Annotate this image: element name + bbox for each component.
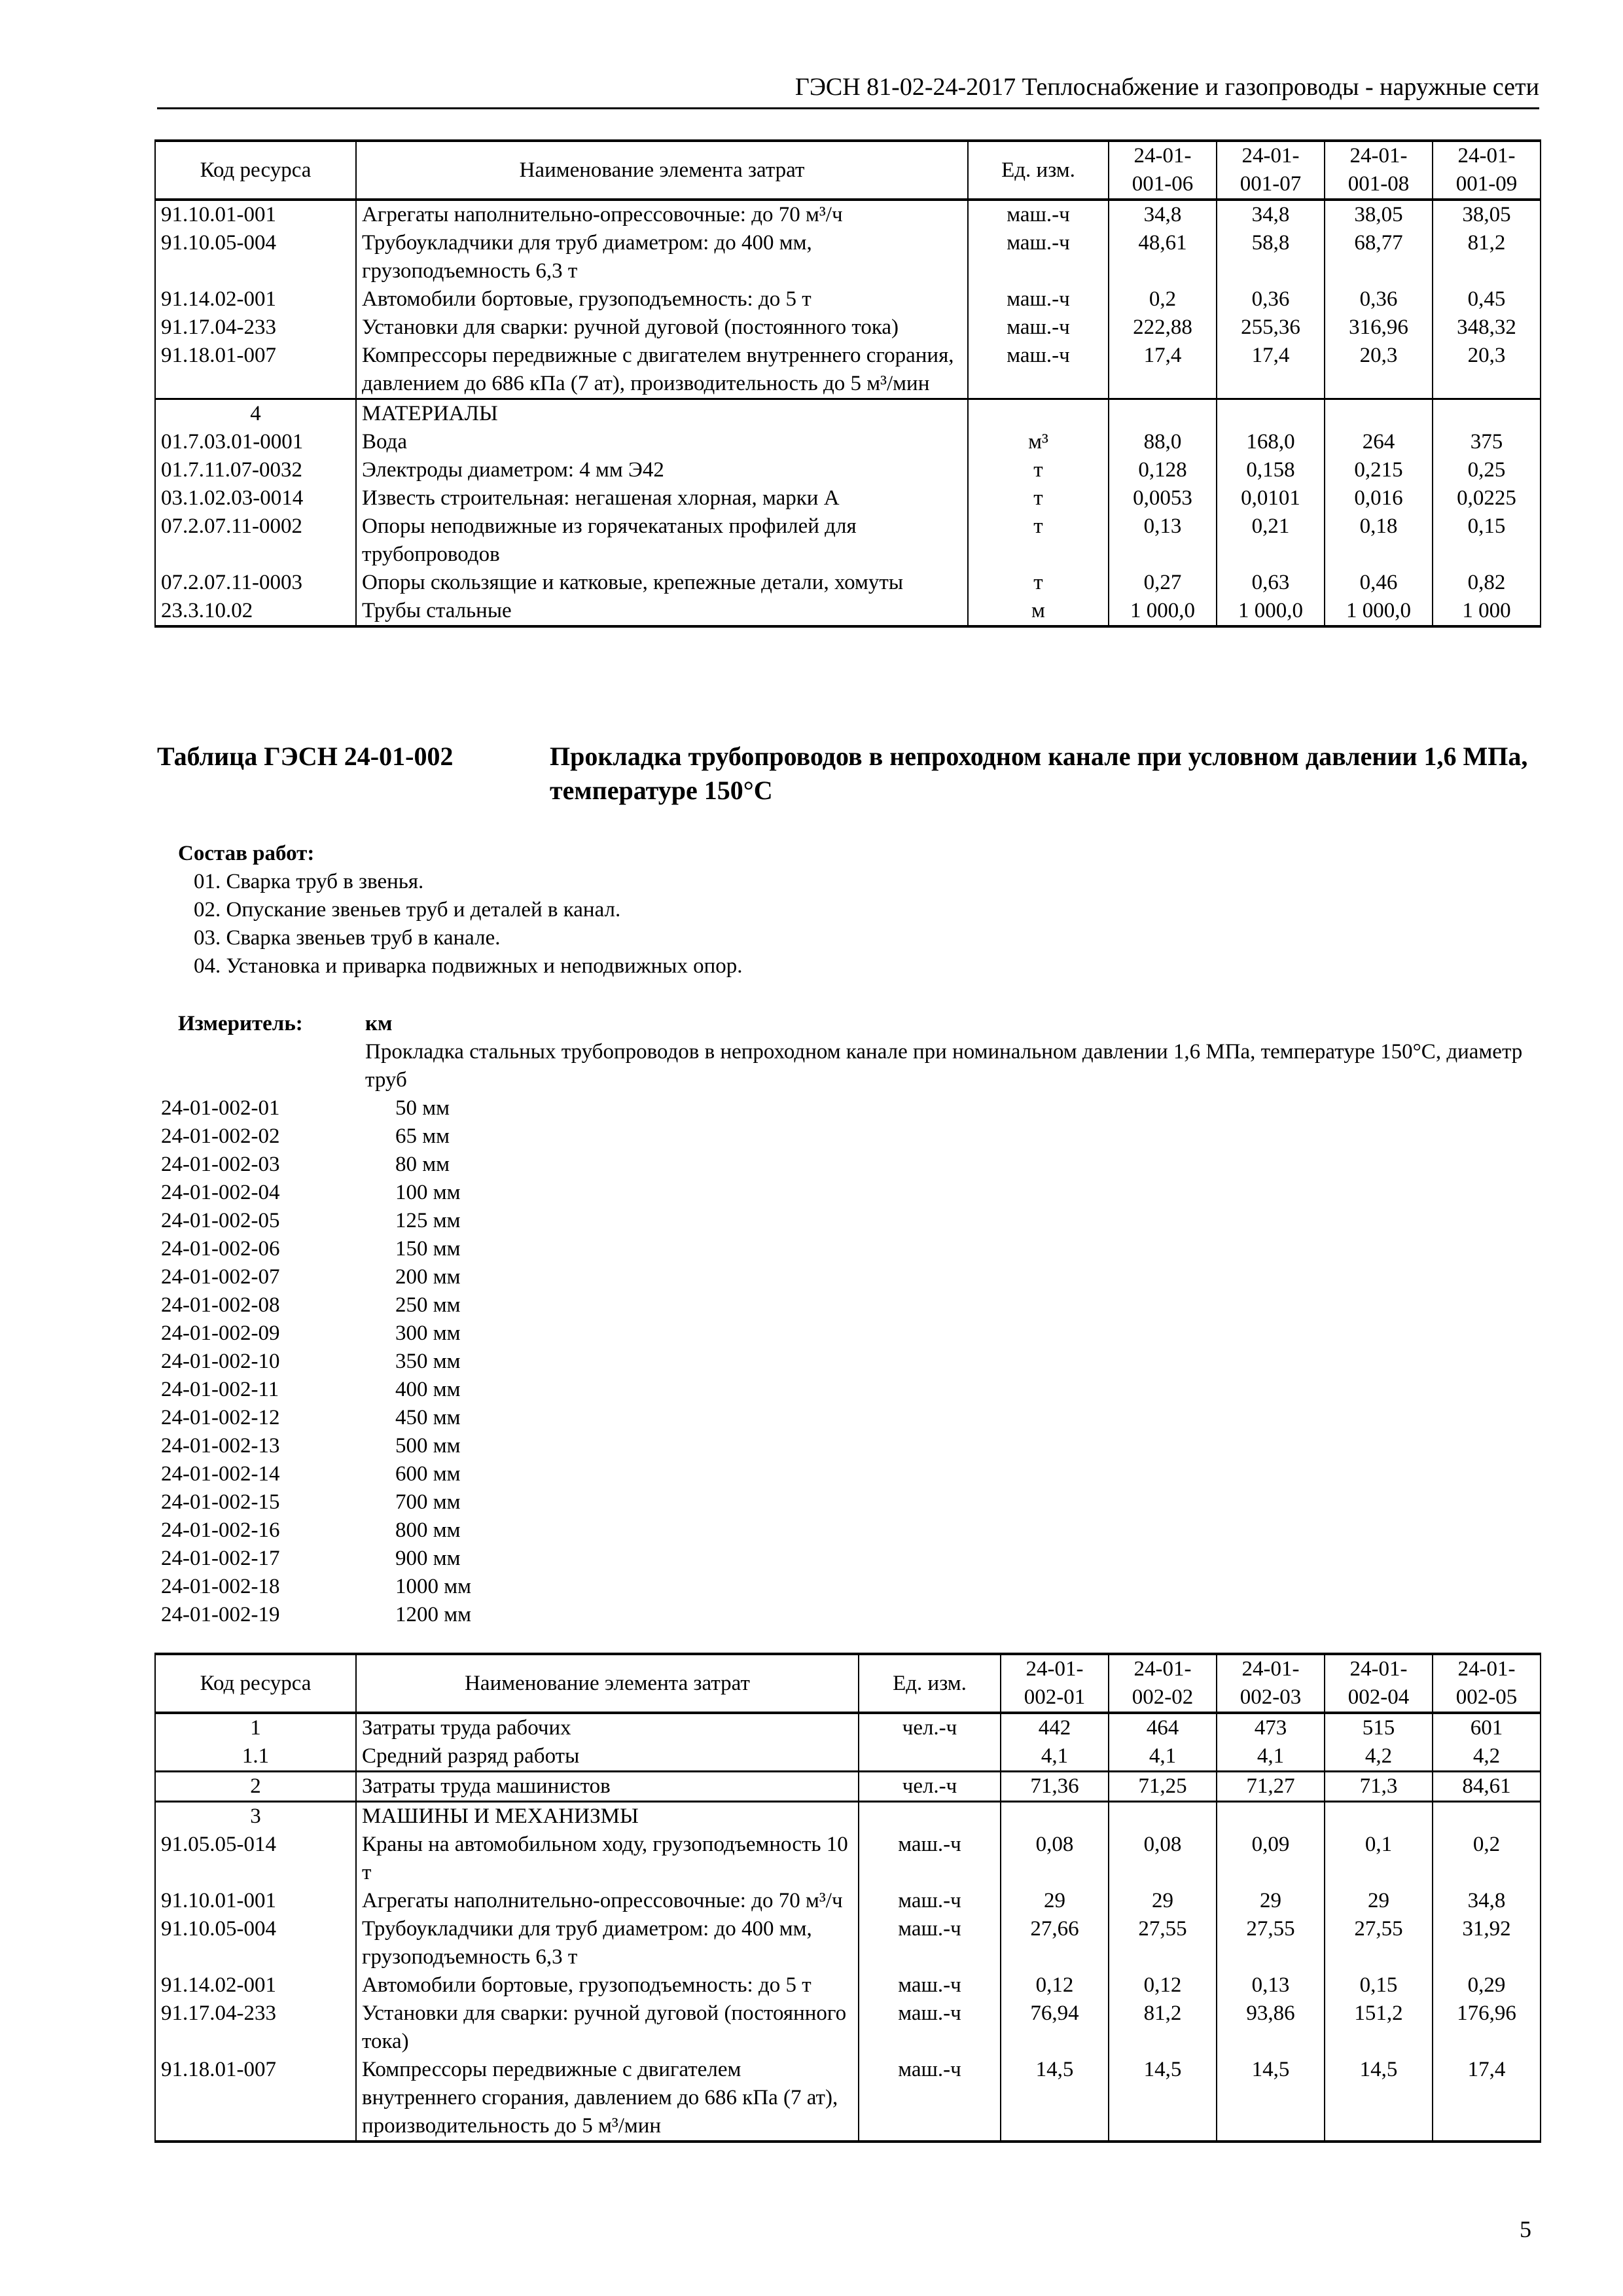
pipe-diameter: 800 мм xyxy=(395,1518,461,1542)
resource-name: Установки для сварки: ручной дуговой (постоянного тока) xyxy=(356,2000,859,2056)
meter-block xyxy=(157,1010,1541,1094)
header-name: Наименование элемента затрат xyxy=(356,141,968,200)
norm-code: 24-01-002-14 xyxy=(161,1462,280,1486)
table-row xyxy=(155,200,1541,229)
header-col: 24-01-002-02 xyxy=(1109,1654,1217,1713)
resource-value: 48,61 xyxy=(1109,229,1217,285)
diameter-row xyxy=(161,1404,471,1432)
resource-value: 255,36 xyxy=(1217,314,1325,342)
resource-unit: маш.-ч xyxy=(859,1971,1001,2000)
resource-value: 84,61 xyxy=(1433,1772,1541,1802)
pipe-diameter: 1200 мм xyxy=(395,1603,472,1626)
table-row xyxy=(155,229,1541,285)
resource-value: 464 xyxy=(1109,1713,1217,1742)
resource-value: 0,21 xyxy=(1217,512,1325,569)
resource-value: 58,8 xyxy=(1217,229,1325,285)
resource-name: Агрегаты наполнительно-опрессовочные: до 70 м³/ч xyxy=(356,200,968,229)
header-col: 24-01-002-04 xyxy=(1325,1654,1433,1713)
resource-name: Краны на автомобильном ходу, грузоподъемность 10 т xyxy=(356,1831,859,1887)
resource-unit: чел.-ч xyxy=(859,1713,1001,1742)
table-row xyxy=(155,484,1541,512)
resource-value: 0,82 xyxy=(1433,569,1541,597)
resource-name: Средний разряд работы xyxy=(356,1742,859,1772)
norm-code: 24-01-002-08 xyxy=(161,1293,280,1317)
resource-code: 1.1 xyxy=(155,1742,356,1772)
resource-value: 14,5 xyxy=(1109,2056,1217,2142)
table-section-row xyxy=(155,399,1541,429)
resource-value: 1 000 xyxy=(1433,597,1541,626)
meter-label: Измеритель: xyxy=(178,1012,303,1035)
pipe-diameter: 150 мм xyxy=(395,1237,461,1261)
table-row xyxy=(155,569,1541,597)
norm-code: 24-01-002-02 xyxy=(161,1124,280,1148)
resource-value: 27,55 xyxy=(1109,1915,1217,1971)
table-section-row xyxy=(155,1772,1541,1802)
works-composition xyxy=(178,840,743,980)
work-item: 03. Сварка звеньев труб в канале. xyxy=(194,926,501,950)
resource-value: 151,2 xyxy=(1325,2000,1433,2056)
table-row xyxy=(155,1742,1541,1772)
resource-value: 4,2 xyxy=(1325,1742,1433,1772)
diameter-list xyxy=(161,1094,471,1629)
diameter-row xyxy=(161,1207,471,1235)
resource-value: 0,13 xyxy=(1217,1971,1325,2000)
resource-code: 91.17.04-233 xyxy=(155,2000,356,2056)
resource-value: 0,158 xyxy=(1217,456,1325,484)
header-col: 24-01-002-05 xyxy=(1433,1654,1541,1713)
resource-value: 4,2 xyxy=(1433,1742,1541,1772)
resource-code: 91.10.05-004 xyxy=(155,229,356,285)
resource-unit: маш.-ч xyxy=(968,314,1109,342)
norm-code: 24-01-002-15 xyxy=(161,1490,280,1514)
resource-value: 0,08 xyxy=(1001,1831,1109,1887)
table-header-row xyxy=(155,141,1541,200)
pipe-diameter: 700 мм xyxy=(395,1490,461,1514)
table-row xyxy=(155,1887,1541,1915)
pipe-diameter: 450 мм xyxy=(395,1406,461,1429)
resource-name: Опоры скользящие и катковые, крепежные детали, хомуты xyxy=(356,569,968,597)
diameter-row xyxy=(161,1319,471,1348)
resource-code: 91.18.01-007 xyxy=(155,342,356,399)
header-col: 24-01-002-01 xyxy=(1001,1654,1109,1713)
table-row xyxy=(155,2056,1541,2142)
resource-value: 34,8 xyxy=(1433,1887,1541,1915)
resource-value: 0,128 xyxy=(1109,456,1217,484)
resource-value: 515 xyxy=(1325,1713,1433,1742)
resource-value: 14,5 xyxy=(1001,2056,1109,2142)
header-unit: Ед. изм. xyxy=(859,1654,1001,1713)
norm-code: 24-01-002-13 xyxy=(161,1434,280,1458)
resource-value: 4,1 xyxy=(1109,1742,1217,1772)
resource-code: 2 xyxy=(155,1772,356,1802)
resource-unit: м³ xyxy=(968,428,1109,456)
header-code: Код ресурса xyxy=(155,1654,356,1713)
diameter-row xyxy=(161,1601,471,1629)
work-item: 02. Опускание звеньев труб и деталей в канал. xyxy=(194,898,621,922)
resource-value xyxy=(1001,1802,1109,1831)
header-col: 24-01-001-06 xyxy=(1109,141,1217,200)
header-unit: Ед. изм. xyxy=(968,141,1109,200)
table-number: Таблица ГЭСН 24-01-002 xyxy=(157,742,454,771)
diameter-row xyxy=(161,1179,471,1207)
diameter-row xyxy=(161,1573,471,1601)
header-col: 24-01-001-09 xyxy=(1433,141,1541,200)
resource-value: 27,66 xyxy=(1001,1915,1109,1971)
norm-code: 24-01-002-12 xyxy=(161,1406,280,1429)
resource-value: 1 000,0 xyxy=(1109,597,1217,626)
resource-value: 38,05 xyxy=(1325,200,1433,229)
diameter-row xyxy=(161,1545,471,1573)
resource-value: 168,0 xyxy=(1217,428,1325,456)
pipe-diameter: 900 мм xyxy=(395,1547,461,1570)
table-section-row xyxy=(155,1802,1541,1831)
resource-code: 91.14.02-001 xyxy=(155,1971,356,2000)
resource-name: МАШИНЫ И МЕХАНИЗМЫ xyxy=(356,1802,859,1831)
table-row xyxy=(155,2000,1541,2056)
resource-value xyxy=(1109,399,1217,429)
resource-unit: маш.-ч xyxy=(968,342,1109,399)
resource-value: 0,215 xyxy=(1325,456,1433,484)
resource-value: 0,0101 xyxy=(1217,484,1325,512)
resource-value: 29 xyxy=(1109,1887,1217,1915)
resource-name: Компрессоры передвижные с двигателем внутреннего сгорания, давлением до 686 кПа (7 ат), производительность до 5 м³/мин xyxy=(356,2056,859,2142)
resource-value xyxy=(1433,1802,1541,1831)
resource-value: 0,0225 xyxy=(1433,484,1541,512)
resource-code: 07.2.07.11-0002 xyxy=(155,512,356,569)
norm-code: 24-01-002-06 xyxy=(161,1237,280,1261)
diameter-row xyxy=(161,1376,471,1404)
table-row xyxy=(155,428,1541,456)
resource-name: Трубы стальные xyxy=(356,597,968,626)
resource-value: 88,0 xyxy=(1109,428,1217,456)
resource-value: 14,5 xyxy=(1217,2056,1325,2142)
resource-value: 68,77 xyxy=(1325,229,1433,285)
resource-value: 0,0053 xyxy=(1109,484,1217,512)
meter-unit: км xyxy=(365,1012,393,1035)
meter-description: Прокладка стальных трубопроводов в непроходном канале при номинальном давлении 1,6 МПа, температуре 150°С, диаметр труб xyxy=(365,1040,1523,1092)
resource-code: 23.3.10.02 xyxy=(155,597,356,626)
resource-code: 91.10.01-001 xyxy=(155,200,356,229)
resource-value: 34,8 xyxy=(1217,200,1325,229)
resource-value: 4,1 xyxy=(1001,1742,1109,1772)
diameter-row xyxy=(161,1348,471,1376)
running-header: ГЭСН 81-02-24-2017 Теплоснабжение и газопроводы - наружные сети xyxy=(794,73,1539,101)
norm-code: 24-01-002-09 xyxy=(161,1321,280,1345)
resource-value: 316,96 xyxy=(1325,314,1433,342)
resource-value xyxy=(1109,1802,1217,1831)
resource-value: 76,94 xyxy=(1001,2000,1109,2056)
resource-value: 93,86 xyxy=(1217,2000,1325,2056)
resource-name: Трубоукладчики для труб диаметром: до 400 мм, грузоподъемность 6,3 т xyxy=(356,1915,859,1971)
page-number: 5 xyxy=(1520,2216,1531,2242)
resource-unit xyxy=(968,399,1109,429)
resource-name: Трубоукладчики для труб диаметром: до 400 мм, грузоподъемность 6,3 т xyxy=(356,229,968,285)
resource-value: 27,55 xyxy=(1325,1915,1433,1971)
diameter-row xyxy=(161,1094,471,1122)
resource-value: 17,4 xyxy=(1433,2056,1541,2142)
resource-value: 0,1 xyxy=(1325,1831,1433,1887)
pipe-diameter: 350 мм xyxy=(395,1350,461,1373)
pipe-diameter: 250 мм xyxy=(395,1293,461,1317)
norm-code: 24-01-002-01 xyxy=(161,1096,280,1120)
table-row xyxy=(155,285,1541,314)
resource-value: 71,3 xyxy=(1325,1772,1433,1802)
resource-value: 473 xyxy=(1217,1713,1325,1742)
resource-unit: маш.-ч xyxy=(968,229,1109,285)
diameter-row xyxy=(161,1488,471,1516)
norm-code: 24-01-002-11 xyxy=(161,1378,279,1401)
resource-unit xyxy=(859,1742,1001,1772)
header-name: Наименование элемента затрат xyxy=(356,1654,859,1713)
resource-value: 71,36 xyxy=(1001,1772,1109,1802)
pipe-diameter: 200 мм xyxy=(395,1265,461,1289)
resource-value: 71,25 xyxy=(1109,1772,1217,1802)
resource-unit: маш.-ч xyxy=(859,2000,1001,2056)
resource-unit: маш.-ч xyxy=(859,1831,1001,1887)
resource-value: 17,4 xyxy=(1217,342,1325,399)
resource-name: МАТЕРИАЛЫ xyxy=(356,399,968,429)
diameter-row xyxy=(161,1432,471,1460)
pipe-diameter: 400 мм xyxy=(395,1378,461,1401)
pipe-diameter: 100 мм xyxy=(395,1181,461,1204)
resource-name: Известь строительная: негашеная хлорная, марки А xyxy=(356,484,968,512)
resource-name: Вода xyxy=(356,428,968,456)
resource-value: 29 xyxy=(1325,1887,1433,1915)
resource-name: Установки для сварки: ручной дуговой (постоянного тока) xyxy=(356,314,968,342)
resource-value: 38,05 xyxy=(1433,200,1541,229)
resource-value: 375 xyxy=(1433,428,1541,456)
resource-value: 17,4 xyxy=(1109,342,1217,399)
resource-unit: маш.-ч xyxy=(968,285,1109,314)
resource-name: Затраты труда рабочих xyxy=(356,1713,859,1742)
resource-value: 4,1 xyxy=(1217,1742,1325,1772)
pipe-diameter: 600 мм xyxy=(395,1462,461,1486)
works-label: Состав работ: xyxy=(178,842,315,865)
resource-value xyxy=(1325,1802,1433,1831)
resource-value: 14,5 xyxy=(1325,2056,1433,2142)
resource-code: 3 xyxy=(155,1802,356,1831)
resource-name: Затраты труда машинистов xyxy=(356,1772,859,1802)
resource-value: 0,016 xyxy=(1325,484,1433,512)
header-col: 24-01-002-03 xyxy=(1217,1654,1325,1713)
work-item: 01. Сварка труб в звенья. xyxy=(194,870,424,893)
resource-value: 29 xyxy=(1217,1887,1325,1915)
norm-code: 24-01-002-10 xyxy=(161,1350,280,1373)
resource-value: 0,12 xyxy=(1001,1971,1109,2000)
table1-body xyxy=(155,200,1541,626)
diameter-row xyxy=(161,1291,471,1319)
table-row xyxy=(155,1831,1541,1887)
resource-unit: т xyxy=(968,456,1109,484)
resource-value: 1 000,0 xyxy=(1217,597,1325,626)
resource-code: 91.05.05-014 xyxy=(155,1831,356,1887)
resource-value: 0,13 xyxy=(1109,512,1217,569)
header-code: Код ресурса xyxy=(155,141,356,200)
header-col: 24-01-001-08 xyxy=(1325,141,1433,200)
norm-code: 24-01-002-19 xyxy=(161,1603,280,1626)
diameter-row xyxy=(161,1122,471,1151)
resource-value: 0,15 xyxy=(1325,1971,1433,2000)
resource-unit: т xyxy=(968,569,1109,597)
diameter-row xyxy=(161,1151,471,1179)
resource-value xyxy=(1433,399,1541,429)
resource-code: 91.14.02-001 xyxy=(155,285,356,314)
resource-unit: т xyxy=(968,484,1109,512)
table2-body xyxy=(155,1713,1541,2142)
resource-value: 0,45 xyxy=(1433,285,1541,314)
resource-value: 20,3 xyxy=(1325,342,1433,399)
resource-value: 0,09 xyxy=(1217,1831,1325,1887)
resource-code: 91.17.04-233 xyxy=(155,314,356,342)
resource-code: 4 xyxy=(155,399,356,429)
resource-value: 348,32 xyxy=(1433,314,1541,342)
resource-name: Компрессоры передвижные с двигателем внутреннего сгорания, давлением до 686 кПа (7 ат), производительность до 5 м³/мин xyxy=(356,342,968,399)
table-row xyxy=(155,597,1541,626)
diameter-row xyxy=(161,1460,471,1488)
resource-value: 31,92 xyxy=(1433,1915,1541,1971)
resource-value: 20,3 xyxy=(1433,342,1541,399)
pipe-diameter: 50 мм xyxy=(395,1096,450,1120)
header-rule xyxy=(157,107,1539,109)
table-row xyxy=(155,314,1541,342)
table-row xyxy=(155,456,1541,484)
resource-value: 27,55 xyxy=(1217,1915,1325,1971)
resource-value: 0,25 xyxy=(1433,456,1541,484)
pipe-diameter: 300 мм xyxy=(395,1321,461,1345)
norm-code: 24-01-002-04 xyxy=(161,1181,280,1204)
resource-value: 0,36 xyxy=(1325,285,1433,314)
resource-code: 03.1.02.03-0014 xyxy=(155,484,356,512)
header-col: 24-01-001-07 xyxy=(1217,141,1325,200)
resource-code: 91.10.05-004 xyxy=(155,1915,356,1971)
resource-value: 0,12 xyxy=(1109,1971,1217,2000)
resource-value: 1 000,0 xyxy=(1325,597,1433,626)
table-header-row xyxy=(155,1654,1541,1713)
resource-value: 264 xyxy=(1325,428,1433,456)
resource-value: 71,27 xyxy=(1217,1772,1325,1802)
table-name: Прокладка трубопроводов в непроходном канале при условном давлении 1,6 МПа, температуре 150°С xyxy=(550,742,1528,805)
resource-value: 81,2 xyxy=(1109,2000,1217,2056)
resource-name: Опоры неподвижные из горячекатаных профилей для трубопроводов xyxy=(356,512,968,569)
resource-value: 0,08 xyxy=(1109,1831,1217,1887)
table-row xyxy=(155,342,1541,399)
resource-value: 0,63 xyxy=(1217,569,1325,597)
resource-value xyxy=(1217,1802,1325,1831)
pipe-diameter: 125 мм xyxy=(395,1209,461,1232)
diameter-row xyxy=(161,1235,471,1263)
resource-value: 442 xyxy=(1001,1713,1109,1742)
resource-name: Электроды диаметром: 4 мм Э42 xyxy=(356,456,968,484)
table-section-row xyxy=(155,1713,1541,1742)
resource-code: 01.7.03.01-0001 xyxy=(155,428,356,456)
work-item: 04. Установка и приварка подвижных и неподвижных опор. xyxy=(194,954,743,978)
resource-name: Агрегаты наполнительно-опрессовочные: до 70 м³/ч xyxy=(356,1887,859,1915)
pipe-diameter: 65 мм xyxy=(395,1124,450,1148)
table-row xyxy=(155,1971,1541,2000)
resource-value: 34,8 xyxy=(1109,200,1217,229)
resource-unit: маш.-ч xyxy=(859,1915,1001,1971)
resource-unit: м xyxy=(968,597,1109,626)
diameter-row xyxy=(161,1263,471,1291)
pipe-diameter: 80 мм xyxy=(395,1153,450,1176)
resource-value: 176,96 xyxy=(1433,2000,1541,2056)
table-row xyxy=(155,512,1541,569)
resource-code: 01.7.11.07-0032 xyxy=(155,456,356,484)
pipe-diameter: 1000 мм xyxy=(395,1575,472,1598)
resource-value: 0,2 xyxy=(1109,285,1217,314)
resource-unit: маш.-ч xyxy=(968,200,1109,229)
resource-table-24-01-002 xyxy=(154,1653,1541,2143)
resource-value: 0,2 xyxy=(1433,1831,1541,1887)
resource-value: 29 xyxy=(1001,1887,1109,1915)
pipe-diameter: 500 мм xyxy=(395,1434,461,1458)
resource-name: Автомобили бортовые, грузоподъемность: до 5 т xyxy=(356,1971,859,2000)
resource-value: 0,46 xyxy=(1325,569,1433,597)
resource-value: 0,27 xyxy=(1109,569,1217,597)
resource-unit: маш.-ч xyxy=(859,1887,1001,1915)
diameter-row xyxy=(161,1516,471,1545)
resource-unit: чел.-ч xyxy=(859,1772,1001,1802)
resource-value: 222,88 xyxy=(1109,314,1217,342)
norm-code: 24-01-002-18 xyxy=(161,1575,280,1598)
norm-code: 24-01-002-17 xyxy=(161,1547,280,1570)
resource-code: 91.18.01-007 xyxy=(155,2056,356,2142)
resource-code: 07.2.07.11-0003 xyxy=(155,569,356,597)
resource-value: 0,36 xyxy=(1217,285,1325,314)
resource-value xyxy=(1325,399,1433,429)
norm-code: 24-01-002-05 xyxy=(161,1209,280,1232)
resource-unit: маш.-ч xyxy=(859,2056,1001,2142)
resource-table-24-01-001 xyxy=(154,139,1541,628)
resource-value: 601 xyxy=(1433,1713,1541,1742)
resource-value xyxy=(1217,399,1325,429)
norm-code: 24-01-002-16 xyxy=(161,1518,280,1542)
resource-value: 0,18 xyxy=(1325,512,1433,569)
resource-name: Автомобили бортовые, грузоподъемность: до 5 т xyxy=(356,285,968,314)
table-row xyxy=(155,1915,1541,1971)
resource-unit: т xyxy=(968,512,1109,569)
resource-value: 0,15 xyxy=(1433,512,1541,569)
resource-value: 81,2 xyxy=(1433,229,1541,285)
resource-unit xyxy=(859,1802,1001,1831)
resource-code: 91.10.01-001 xyxy=(155,1887,356,1915)
resource-code: 1 xyxy=(155,1713,356,1742)
norm-code: 24-01-002-03 xyxy=(161,1153,280,1176)
resource-value: 0,29 xyxy=(1433,1971,1541,2000)
norm-code: 24-01-002-07 xyxy=(161,1265,280,1289)
